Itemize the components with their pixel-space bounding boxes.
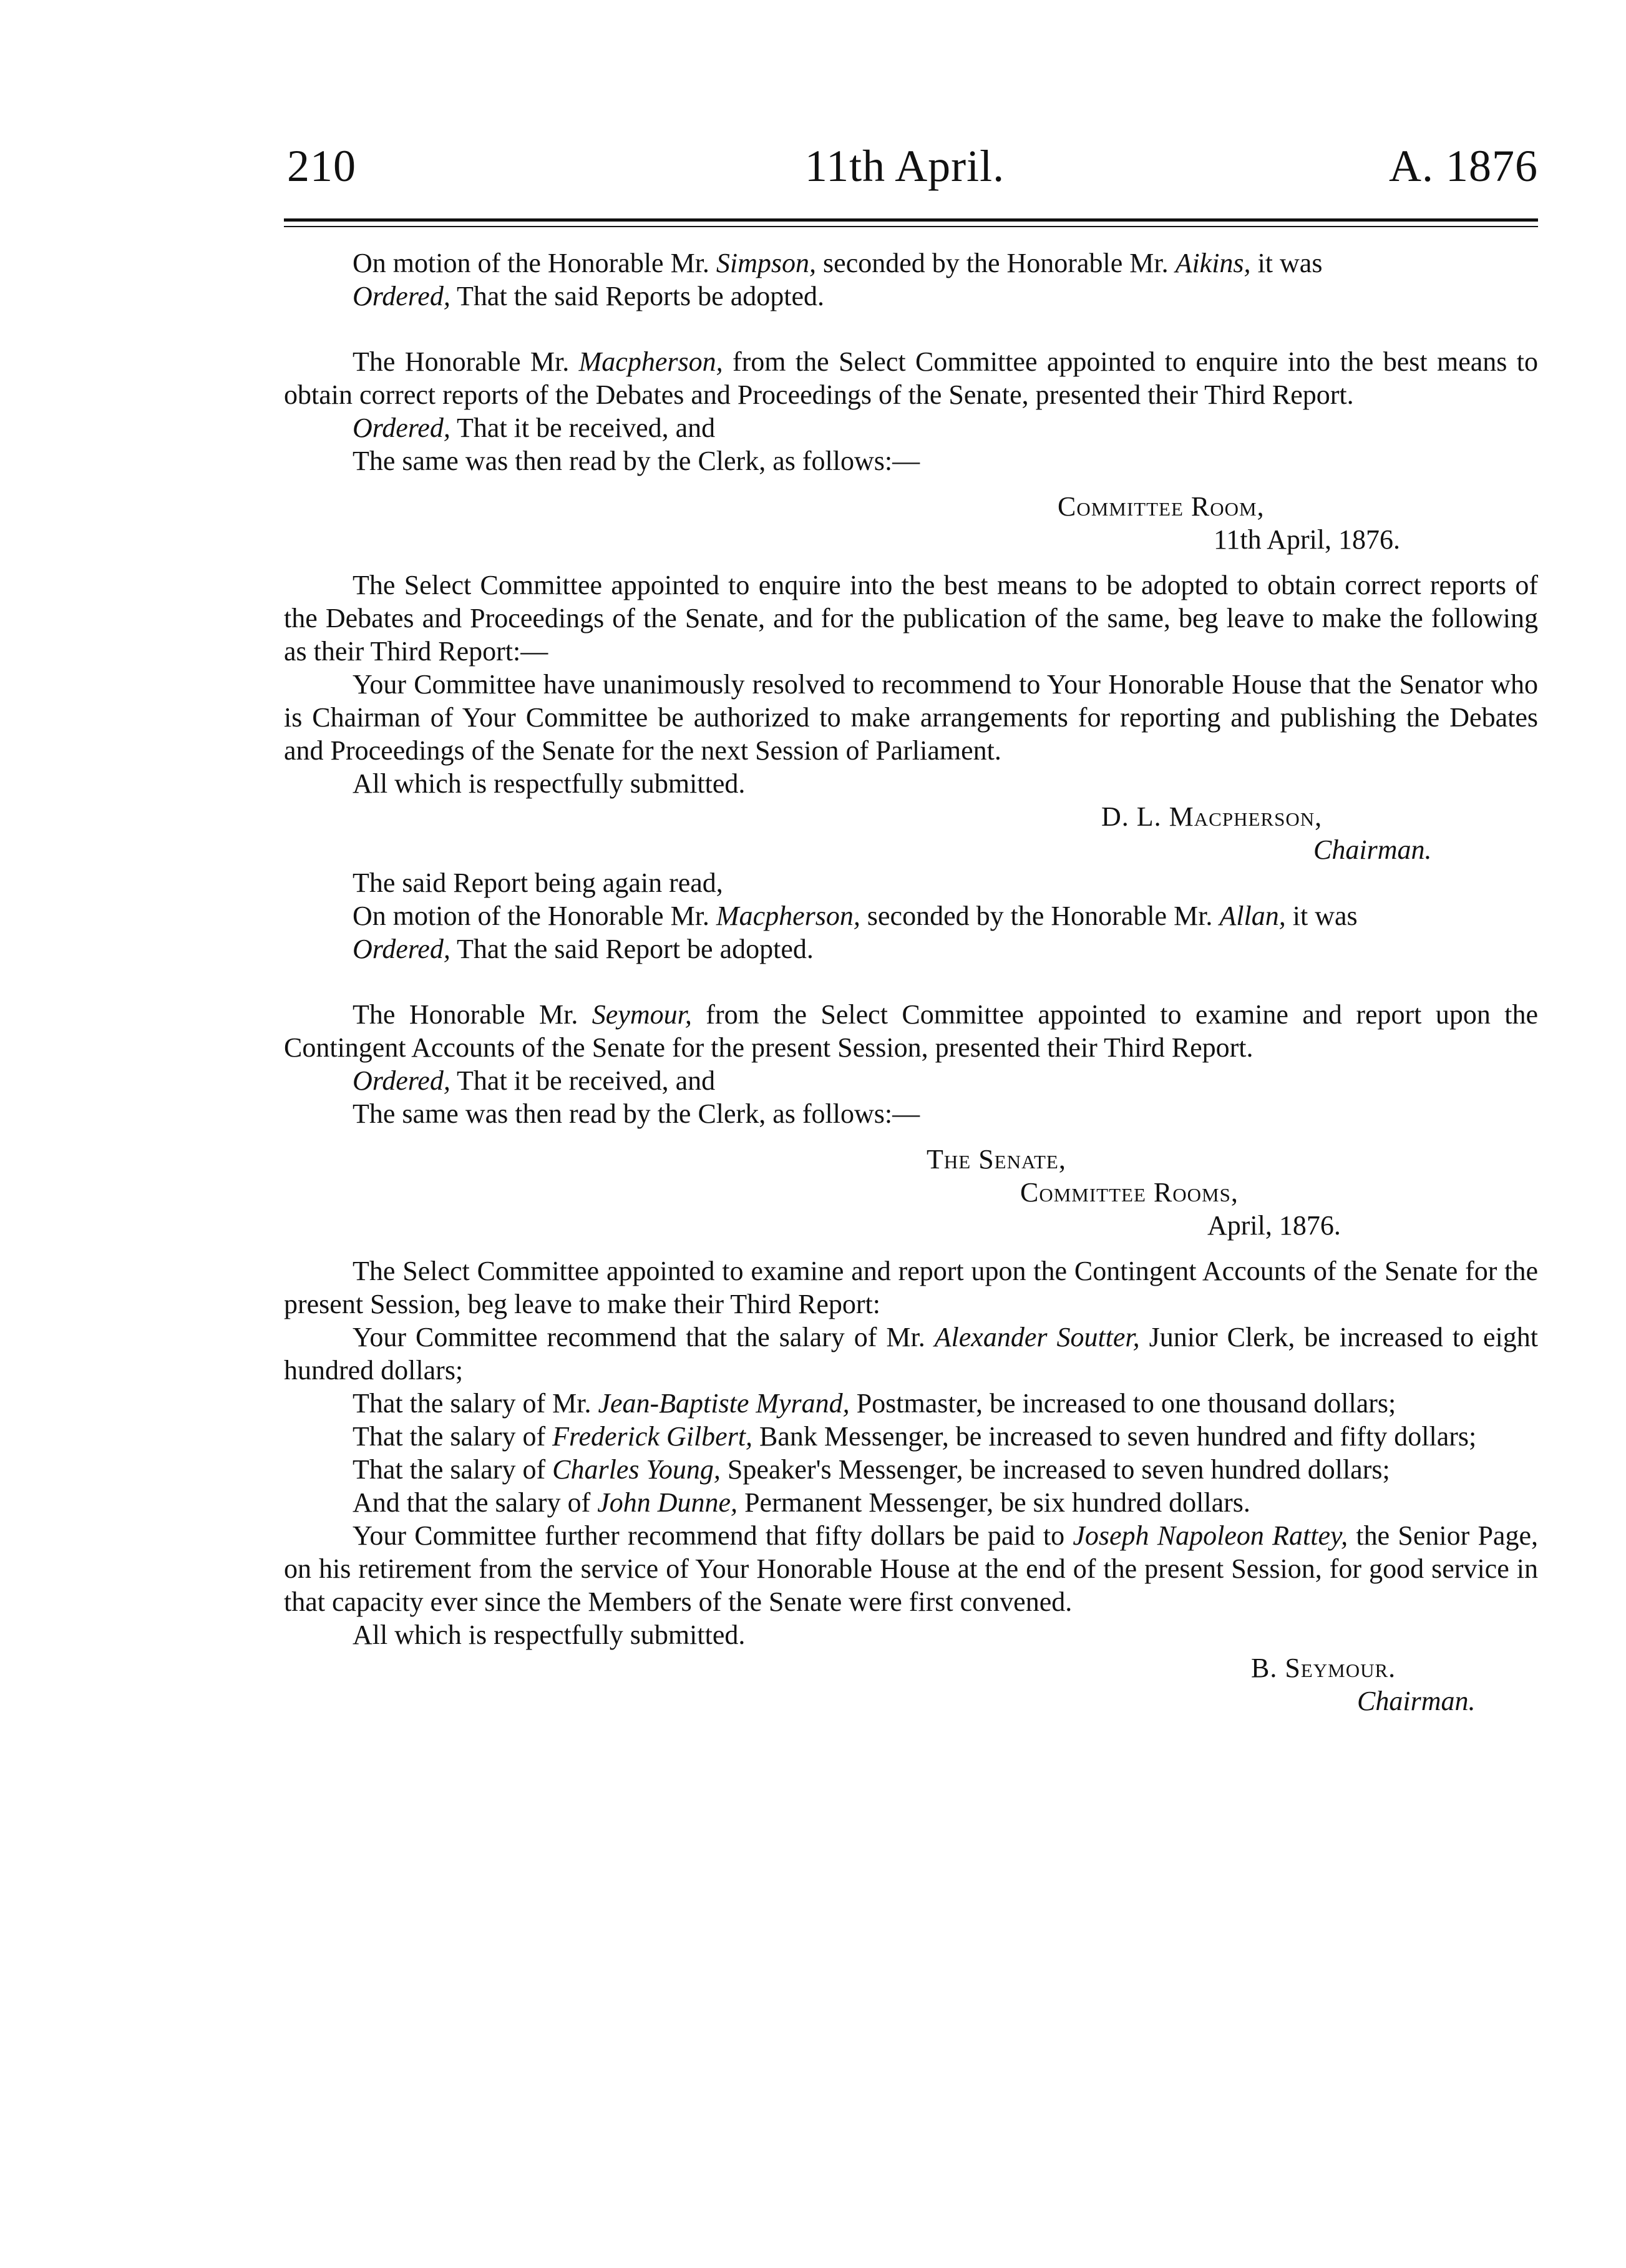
text-run: That the salary of (353, 1421, 553, 1452)
signatory-title-text: Chairman. (1313, 834, 1432, 865)
signatory-title-text: Chairman. (1357, 1686, 1476, 1716)
text-run: That the salary of Mr. (353, 1388, 598, 1419)
text-run: That the salary of (353, 1454, 553, 1485)
recommendation (284, 1387, 1538, 1420)
recommendation (284, 1519, 1538, 1618)
report-paragraph: The Select Committee appointed to enquire into the best means to be adopted to obtain correct reports of the Debates and Proceedings of the Senate, and for the publication of the same, beg leave to make the following as their Third Report:— (284, 570, 1538, 667)
person-name: Jean-Baptiste Myrand, (598, 1388, 850, 1419)
text-run: The Honorable Mr. (353, 346, 579, 377)
submitted-line: All which is respectfully submitted. (353, 1620, 746, 1650)
place-heading (284, 1176, 1538, 1209)
report-paragraph: Your Committee have unanimously resolved to recommend to Your Honorable House that the Senator who is Chairman of Your Committee be authorized to make arrangements for reporting and publishing the Debates and Proceedings of the Senate for the next Session of Parliament. (284, 669, 1538, 766)
report-paragraph: The Select Committee appointed to examine and report upon the Contingent Accounts of the Senate for the present Session, beg leave to make their Third Report: (284, 1256, 1538, 1319)
page-header (281, 140, 1538, 203)
signatory-name: B. Seymour. (1251, 1653, 1396, 1683)
header-rule-thin (284, 226, 1538, 227)
place-heading (284, 490, 1538, 523)
text-run: it was (1285, 901, 1358, 931)
ordered-line (284, 280, 1538, 313)
ordered-label: Ordered, (353, 1065, 450, 1096)
text-run: On motion of the Honorable Mr. (353, 248, 716, 278)
text-run: Junior Clerk, be increased to eight hundred dollars; (284, 1322, 1538, 1386)
read-line: The same was then read by the Clerk, as follows:— (353, 446, 920, 476)
ordered-line (284, 1064, 1538, 1097)
read-line: The same was then read by the Clerk, as follows:— (353, 1098, 920, 1129)
ordered-line (284, 411, 1538, 444)
text-run: On motion of the Honorable Mr. (353, 901, 716, 931)
place-name: Committee Rooms, (1020, 1177, 1239, 1208)
header-date: 11th April. (804, 141, 1005, 191)
place-heading (284, 1143, 1538, 1176)
ordered-label: Ordered, (353, 413, 450, 443)
text-run: Bank Messenger, be increased to seven hundred and fifty dollars; (752, 1421, 1477, 1452)
text-run: Speaker's Messenger, be increased to seven hundred dollars; (720, 1454, 1390, 1485)
text-run: That it be received, and (450, 413, 716, 443)
member-name: Macpherson, (578, 346, 723, 377)
text-run: That the said Report be adopted. (450, 934, 814, 964)
text-run: Your Committee further recommend that fifty dollars be paid to (353, 1520, 1073, 1551)
signatory-title (284, 833, 1538, 866)
mover-name: Macpherson, (716, 901, 860, 931)
text-run: seconded by the Honorable Mr. (816, 248, 1176, 278)
recommendation (284, 1321, 1538, 1387)
signatory (284, 800, 1538, 833)
place-date: April, 1876. (1207, 1210, 1341, 1241)
text-run: And that the salary of (353, 1487, 598, 1518)
recommendation (284, 1453, 1538, 1486)
text-run: Postmaster, be increased to one thousand dollars; (849, 1388, 1396, 1419)
motion-paragraph (284, 899, 1538, 932)
ordered-line (284, 932, 1538, 965)
text-run: That the said Reports be adopted. (450, 281, 824, 311)
text-run: Permanent Messenger, be six hundred dollars. (738, 1487, 1250, 1518)
seconder-name: Allan, (1219, 901, 1286, 931)
person-name: Joseph Napoleon Rattey, (1073, 1520, 1348, 1551)
seconder-name: Aikins, (1175, 248, 1251, 278)
text-run: the Senior Page, on his retirement from the service of Your Honorable House at the end of the present Session, for good service in that capacity ever since the Members of the Senate were first convened. (284, 1520, 1538, 1617)
report-intro (284, 998, 1538, 1064)
report-intro (284, 345, 1538, 411)
signatory (284, 1651, 1538, 1684)
header-rule-thick (284, 218, 1538, 222)
text-run: from the Select Committee appointed to enquire into the best means to obtain correct reports of the Debates and Proceedings of the Senate, presented their Third Report. (284, 346, 1538, 410)
member-name: Seymour, (591, 999, 692, 1030)
place-name: Committee Room, (1058, 491, 1265, 522)
text-run: from the Select Committee appointed to examine and report upon the Contingent Accounts of the Senate for the present Session, presented their Third Report. (284, 999, 1539, 1063)
text-run: Your Committee recommend that the salary of Mr. (353, 1322, 935, 1352)
read-again-line: The said Report being again read, (353, 868, 723, 898)
recommendation (284, 1420, 1538, 1453)
page-number: 210 (287, 141, 356, 191)
text-run: seconded by the Honorable Mr. (860, 901, 1220, 931)
text-run: The Honorable Mr. (353, 999, 592, 1030)
mover-name: Simpson, (716, 248, 817, 278)
text-run: That it be received, and (450, 1065, 716, 1096)
document-body (284, 247, 1538, 1718)
person-name: Frederick Gilbert, (552, 1421, 753, 1452)
signatory-name: D. L. Macpherson, (1101, 801, 1323, 832)
person-name: John Dunne, (597, 1487, 738, 1518)
header-year: A. 1876 (1389, 141, 1538, 191)
place-date: 11th April, 1876. (1214, 524, 1401, 555)
place-name: The Senate, (927, 1144, 1066, 1175)
submitted-line: All which is respectfully submitted. (353, 768, 746, 799)
text-run: it was (1250, 248, 1323, 278)
person-name: Alexander Soutter, (934, 1322, 1140, 1352)
person-name: Charles Young, (552, 1454, 721, 1485)
recommendation (284, 1486, 1538, 1519)
ordered-label: Ordered, (353, 934, 450, 964)
motion-paragraph (284, 247, 1538, 280)
signatory-title (284, 1684, 1538, 1718)
ordered-label: Ordered, (353, 281, 450, 311)
